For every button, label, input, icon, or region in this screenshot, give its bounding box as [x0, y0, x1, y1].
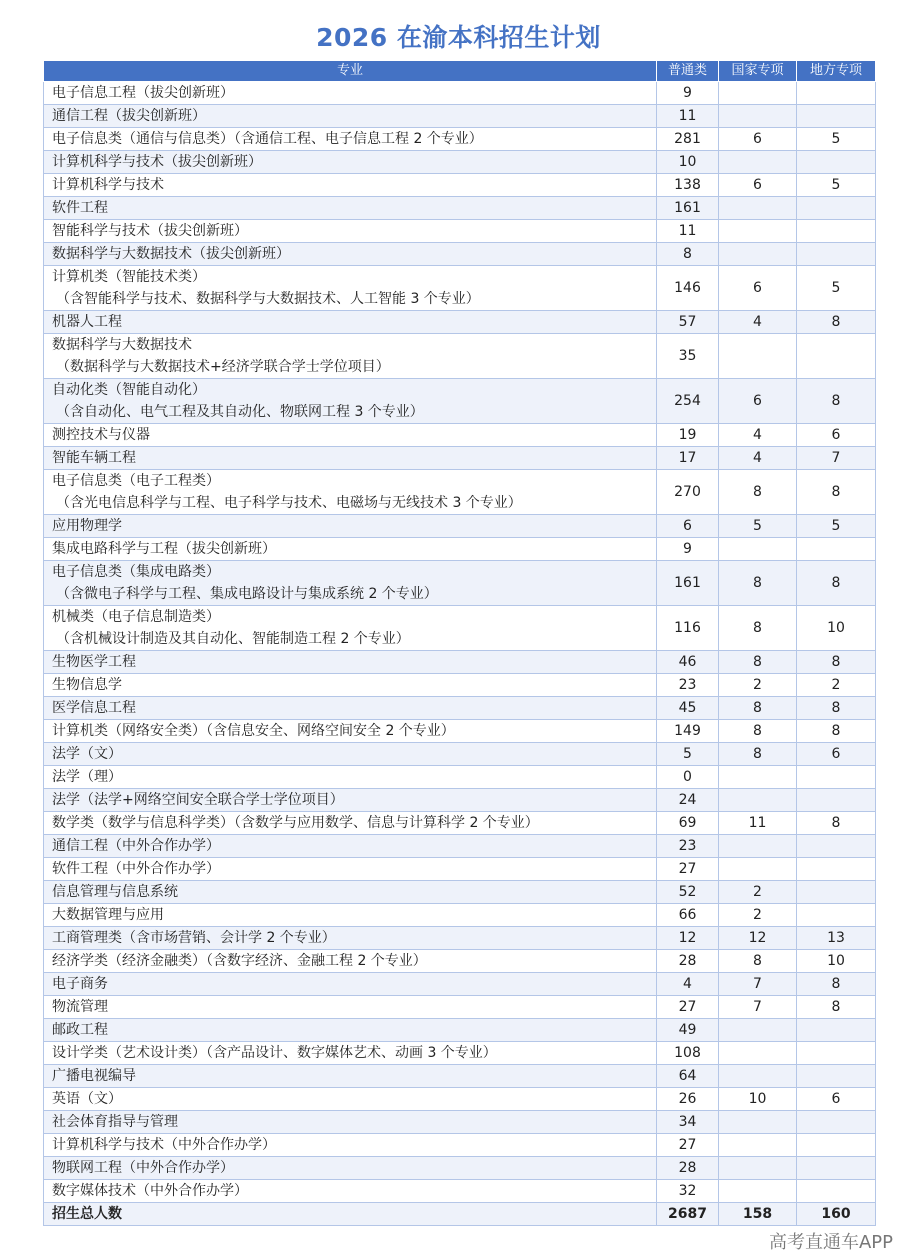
general-count-cell: 12 [657, 927, 719, 950]
major-name-cell [44, 515, 657, 538]
major-name: 电子信息类（电子工程类） [52, 473, 220, 489]
table-row [44, 743, 876, 766]
major-name-cell [44, 651, 657, 674]
major-name-cell [44, 697, 657, 720]
general-count-cell: 28 [657, 1157, 719, 1180]
local-special-cell: 5 [797, 128, 876, 151]
general-count-cell: 270 [657, 470, 719, 515]
local-special-cell: 8 [797, 311, 876, 334]
major-name: 计算机科学与技术 [52, 177, 164, 193]
national-special-cell [719, 334, 797, 379]
major-subtitle: （含机械设计制造及其自动化、智能制造工程 2 个专业） [56, 631, 410, 647]
major-name-cell [44, 606, 657, 651]
table-row [44, 379, 876, 424]
general-count-cell: 35 [657, 334, 719, 379]
major-name: 软件工程（中外合作办学） [52, 861, 220, 877]
major-name-cell [44, 996, 657, 1019]
major-name-cell [44, 1088, 657, 1111]
local-special-cell [797, 1157, 876, 1180]
major-name: 法学（文） [52, 746, 122, 762]
major-name-cell [44, 561, 657, 606]
general-count-cell: 27 [657, 858, 719, 881]
column-header-local: 地方专项 [797, 61, 876, 82]
national-special-cell: 8 [719, 606, 797, 651]
major-name-cell [44, 812, 657, 835]
table-row [44, 973, 876, 996]
national-special-cell: 2 [719, 674, 797, 697]
major-name-cell [44, 447, 657, 470]
national-special-cell: 8 [719, 697, 797, 720]
national-special-cell [719, 858, 797, 881]
local-special-cell [797, 766, 876, 789]
local-special-cell: 7 [797, 447, 876, 470]
major-name-cell [44, 174, 657, 197]
major-name: 设计学类（艺术设计类）（含产品设计、数字媒体艺术、动画 3 个专业） [52, 1045, 497, 1061]
major-name: 通信工程（中外合作办学） [52, 838, 220, 854]
table-row [44, 128, 876, 151]
local-special-cell [797, 82, 876, 105]
major-name-cell [44, 1180, 657, 1203]
table-row [44, 470, 876, 515]
major-name: 生物信息学 [52, 677, 122, 693]
general-count-cell: 57 [657, 311, 719, 334]
general-count-cell: 52 [657, 881, 719, 904]
general-count-cell: 281 [657, 128, 719, 151]
major-name: 电子商务 [52, 976, 108, 992]
major-name-cell [44, 151, 657, 174]
general-count-cell: 5 [657, 743, 719, 766]
local-special-cell: 8 [797, 973, 876, 996]
table-row [44, 266, 876, 311]
major-name: 测控技术与仪器 [52, 427, 150, 443]
total-label: 招生总人数 [44, 1203, 657, 1226]
general-count-cell: 10 [657, 151, 719, 174]
major-name-cell [44, 1157, 657, 1180]
general-count-cell: 27 [657, 996, 719, 1019]
national-special-cell: 8 [719, 743, 797, 766]
major-name-cell [44, 743, 657, 766]
general-count-cell: 49 [657, 1019, 719, 1042]
general-count-cell: 0 [657, 766, 719, 789]
table-row [44, 606, 876, 651]
table-row [44, 197, 876, 220]
major-name-cell [44, 881, 657, 904]
major-name-cell [44, 311, 657, 334]
major-name: 自动化类（智能自动化） [52, 382, 206, 398]
major-name: 应用物理学 [52, 518, 122, 534]
local-special-cell [797, 881, 876, 904]
local-special-cell: 10 [797, 950, 876, 973]
major-name: 集成电路科学与工程（拔尖创新班） [52, 541, 276, 557]
major-name: 工商管理类（含市场营销、会计学 2 个专业） [52, 930, 336, 946]
local-special-cell [797, 835, 876, 858]
watermark: 高考直通车APP [768, 1232, 893, 1253]
local-special-cell: 8 [797, 996, 876, 1019]
national-special-cell: 6 [719, 174, 797, 197]
major-name-cell [44, 789, 657, 812]
major-name-cell [44, 1065, 657, 1088]
general-count-cell: 161 [657, 197, 719, 220]
local-special-cell: 2 [797, 674, 876, 697]
major-name: 医学信息工程 [52, 700, 136, 716]
national-special-cell [719, 105, 797, 128]
table-row [44, 538, 876, 561]
table-header-row [44, 61, 876, 82]
major-name-cell [44, 379, 657, 424]
major-name: 英语（文） [52, 1091, 122, 1107]
national-special-cell: 10 [719, 1088, 797, 1111]
table-row [44, 174, 876, 197]
local-special-cell [797, 904, 876, 927]
table-row [44, 1088, 876, 1111]
major-name: 电子信息类（通信与信息类）（含通信工程、电子信息工程 2 个专业） [52, 131, 483, 147]
general-count-cell: 17 [657, 447, 719, 470]
local-special-cell: 8 [797, 720, 876, 743]
national-special-cell: 4 [719, 311, 797, 334]
local-special-cell [797, 858, 876, 881]
local-special-cell: 8 [797, 697, 876, 720]
major-subtitle: （含微电子科学与工程、集成电路设计与集成系统 2 个专业） [56, 586, 438, 602]
national-special-cell [719, 243, 797, 266]
general-count-cell: 161 [657, 561, 719, 606]
national-special-cell [719, 835, 797, 858]
general-count-cell: 64 [657, 1065, 719, 1088]
major-name: 数据科学与大数据技术（拔尖创新班） [52, 246, 290, 262]
major-name: 广播电视编导 [52, 1068, 136, 1084]
major-name: 物联网工程（中外合作办学） [52, 1160, 234, 1176]
national-special-cell: 6 [719, 266, 797, 311]
general-count-cell: 149 [657, 720, 719, 743]
national-special-cell [719, 1042, 797, 1065]
major-name-cell [44, 904, 657, 927]
national-special-cell [719, 82, 797, 105]
major-name: 计算机科学与技术（中外合作办学） [52, 1137, 276, 1153]
major-name: 经济学类（经济金融类）（含数字经济、金融工程 2 个专业） [52, 953, 427, 969]
major-name-cell [44, 1111, 657, 1134]
general-count-cell: 45 [657, 697, 719, 720]
table-row [44, 812, 876, 835]
national-special-cell: 5 [719, 515, 797, 538]
major-name-cell [44, 128, 657, 151]
major-name-cell [44, 927, 657, 950]
general-count-cell: 11 [657, 220, 719, 243]
local-special-cell: 8 [797, 651, 876, 674]
general-count-cell: 46 [657, 651, 719, 674]
major-subtitle: （含自动化、电气工程及其自动化、物联网工程 3 个专业） [56, 404, 424, 420]
local-special-cell: 5 [797, 266, 876, 311]
major-name: 计算机类（网络安全类）（含信息安全、网络空间安全 2 个专业） [52, 723, 455, 739]
local-special-cell [797, 1019, 876, 1042]
general-count-cell: 4 [657, 973, 719, 996]
table-row [44, 1134, 876, 1157]
general-count-cell: 138 [657, 174, 719, 197]
national-special-cell: 6 [719, 128, 797, 151]
major-name: 通信工程（拔尖创新班） [52, 108, 206, 124]
total-row [44, 1203, 876, 1226]
general-count-cell: 24 [657, 789, 719, 812]
major-name-cell [44, 674, 657, 697]
major-name-cell [44, 470, 657, 515]
major-name: 机械类（电子信息制造类） [52, 609, 220, 625]
table-row [44, 835, 876, 858]
table-row [44, 515, 876, 538]
major-name-cell [44, 720, 657, 743]
local-special-cell [797, 1065, 876, 1088]
major-name: 信息管理与信息系统 [52, 884, 178, 900]
table-row [44, 766, 876, 789]
major-name-cell [44, 424, 657, 447]
table-row [44, 334, 876, 379]
national-special-cell [719, 197, 797, 220]
general-count-cell: 26 [657, 1088, 719, 1111]
major-name: 生物医学工程 [52, 654, 136, 670]
column-header-national: 国家专项 [719, 61, 797, 82]
national-special-cell: 4 [719, 447, 797, 470]
national-special-cell: 2 [719, 904, 797, 927]
local-special-cell [797, 789, 876, 812]
national-special-cell [719, 1134, 797, 1157]
table-row [44, 996, 876, 1019]
table-row [44, 950, 876, 973]
national-special-cell [719, 538, 797, 561]
table-row [44, 651, 876, 674]
major-subtitle: （数据科学与大数据技术+经济学联合学士学位项目） [56, 359, 390, 375]
national-special-cell [719, 151, 797, 174]
national-special-cell: 8 [719, 950, 797, 973]
national-special-cell: 8 [719, 470, 797, 515]
major-name: 数字媒体技术（中外合作办学） [52, 1183, 248, 1199]
major-name: 数学类（数学与信息科学类）（含数学与应用数学、信息与计算科学 2 个专业） [52, 815, 539, 831]
national-special-cell: 11 [719, 812, 797, 835]
local-special-cell: 8 [797, 812, 876, 835]
local-special-cell: 6 [797, 424, 876, 447]
general-count-cell: 11 [657, 105, 719, 128]
general-count-cell: 28 [657, 950, 719, 973]
general-count-cell: 8 [657, 243, 719, 266]
general-count-cell: 32 [657, 1180, 719, 1203]
general-count-cell: 146 [657, 266, 719, 311]
local-special-cell [797, 1111, 876, 1134]
column-header-general: 普通类 [657, 61, 719, 82]
table-row [44, 151, 876, 174]
table-row [44, 1019, 876, 1042]
major-name: 机器人工程 [52, 314, 122, 330]
national-special-cell [719, 789, 797, 812]
major-name: 计算机类（智能技术类） [52, 269, 206, 285]
national-special-cell: 8 [719, 651, 797, 674]
total-general: 2687 [657, 1203, 719, 1226]
major-name-cell [44, 973, 657, 996]
local-special-cell: 8 [797, 561, 876, 606]
local-special-cell [797, 538, 876, 561]
table-row [44, 1042, 876, 1065]
local-special-cell [797, 151, 876, 174]
major-name-cell [44, 105, 657, 128]
general-count-cell: 116 [657, 606, 719, 651]
table-row [44, 561, 876, 606]
major-subtitle: （含智能科学与技术、数据科学与大数据技术、人工智能 3 个专业） [56, 291, 480, 307]
major-name: 社会体育指导与管理 [52, 1114, 178, 1130]
national-special-cell: 12 [719, 927, 797, 950]
national-special-cell [719, 1111, 797, 1134]
general-count-cell: 23 [657, 835, 719, 858]
table-row [44, 720, 876, 743]
national-special-cell [719, 766, 797, 789]
local-special-cell [797, 1042, 876, 1065]
national-special-cell [719, 1157, 797, 1180]
national-special-cell: 2 [719, 881, 797, 904]
general-count-cell: 9 [657, 82, 719, 105]
major-name: 智能车辆工程 [52, 450, 136, 466]
general-count-cell: 9 [657, 538, 719, 561]
local-special-cell: 6 [797, 1088, 876, 1111]
national-special-cell: 7 [719, 996, 797, 1019]
major-subtitle: （含光电信息科学与工程、电子科学与技术、电磁场与无线技术 3 个专业） [56, 495, 522, 511]
local-special-cell: 8 [797, 379, 876, 424]
major-name-cell [44, 243, 657, 266]
national-special-cell: 4 [719, 424, 797, 447]
table-row [44, 858, 876, 881]
page-title: 2026 在渝本科招生计划 [316, 23, 601, 52]
major-name-cell [44, 835, 657, 858]
major-name: 智能科学与技术（拔尖创新班） [52, 223, 248, 239]
major-name-cell [44, 1042, 657, 1065]
local-special-cell [797, 1134, 876, 1157]
table-row [44, 927, 876, 950]
local-special-cell [797, 197, 876, 220]
general-count-cell: 23 [657, 674, 719, 697]
table-row [44, 82, 876, 105]
major-name: 法学（法学+网络空间安全联合学士学位项目） [52, 792, 344, 808]
major-name: 物流管理 [52, 999, 108, 1015]
national-special-cell [719, 1019, 797, 1042]
major-name-cell [44, 538, 657, 561]
general-count-cell: 69 [657, 812, 719, 835]
major-name: 邮政工程 [52, 1022, 108, 1038]
general-count-cell: 19 [657, 424, 719, 447]
local-special-cell [797, 243, 876, 266]
general-count-cell: 254 [657, 379, 719, 424]
major-name-cell [44, 334, 657, 379]
table-row [44, 424, 876, 447]
national-special-cell: 8 [719, 561, 797, 606]
local-special-cell: 13 [797, 927, 876, 950]
national-special-cell: 6 [719, 379, 797, 424]
major-name-cell [44, 266, 657, 311]
local-special-cell [797, 220, 876, 243]
major-name: 电子信息类（集成电路类） [52, 564, 220, 580]
general-count-cell: 108 [657, 1042, 719, 1065]
local-special-cell: 10 [797, 606, 876, 651]
enrollment-plan-table [43, 60, 876, 1226]
table-row [44, 1157, 876, 1180]
local-special-cell: 5 [797, 515, 876, 538]
major-name-cell [44, 1019, 657, 1042]
table-row [44, 311, 876, 334]
table-row [44, 674, 876, 697]
total-national: 158 [719, 1203, 797, 1226]
table-row [44, 243, 876, 266]
local-special-cell [797, 1180, 876, 1203]
national-special-cell: 7 [719, 973, 797, 996]
column-header-major: 专业 [44, 61, 657, 82]
major-name-cell [44, 1134, 657, 1157]
major-name: 法学（理） [52, 769, 122, 785]
table-row [44, 1180, 876, 1203]
national-special-cell [719, 1180, 797, 1203]
general-count-cell: 6 [657, 515, 719, 538]
major-name: 电子信息工程（拔尖创新班） [52, 85, 234, 101]
table-row [44, 881, 876, 904]
local-special-cell [797, 105, 876, 128]
local-special-cell: 8 [797, 470, 876, 515]
local-special-cell: 5 [797, 174, 876, 197]
table-row [44, 447, 876, 470]
general-count-cell: 27 [657, 1134, 719, 1157]
table-row [44, 1111, 876, 1134]
national-special-cell [719, 220, 797, 243]
local-special-cell: 6 [797, 743, 876, 766]
general-count-cell: 34 [657, 1111, 719, 1134]
table-row [44, 904, 876, 927]
table-body [44, 82, 876, 1226]
major-name: 大数据管理与应用 [52, 907, 164, 923]
major-name-cell [44, 766, 657, 789]
major-name: 数据科学与大数据技术 [52, 337, 192, 353]
total-local: 160 [797, 1203, 876, 1226]
major-name: 计算机科学与技术（拔尖创新班） [52, 154, 262, 170]
national-special-cell [719, 1065, 797, 1088]
major-name-cell [44, 197, 657, 220]
general-count-cell: 66 [657, 904, 719, 927]
major-name-cell [44, 858, 657, 881]
local-special-cell [797, 334, 876, 379]
table-row [44, 220, 876, 243]
table-row [44, 1065, 876, 1088]
major-name-cell [44, 82, 657, 105]
table-row [44, 697, 876, 720]
major-name: 软件工程 [52, 200, 108, 216]
major-name-cell [44, 220, 657, 243]
major-name-cell [44, 950, 657, 973]
table-row [44, 789, 876, 812]
table-row [44, 105, 876, 128]
national-special-cell: 8 [719, 720, 797, 743]
